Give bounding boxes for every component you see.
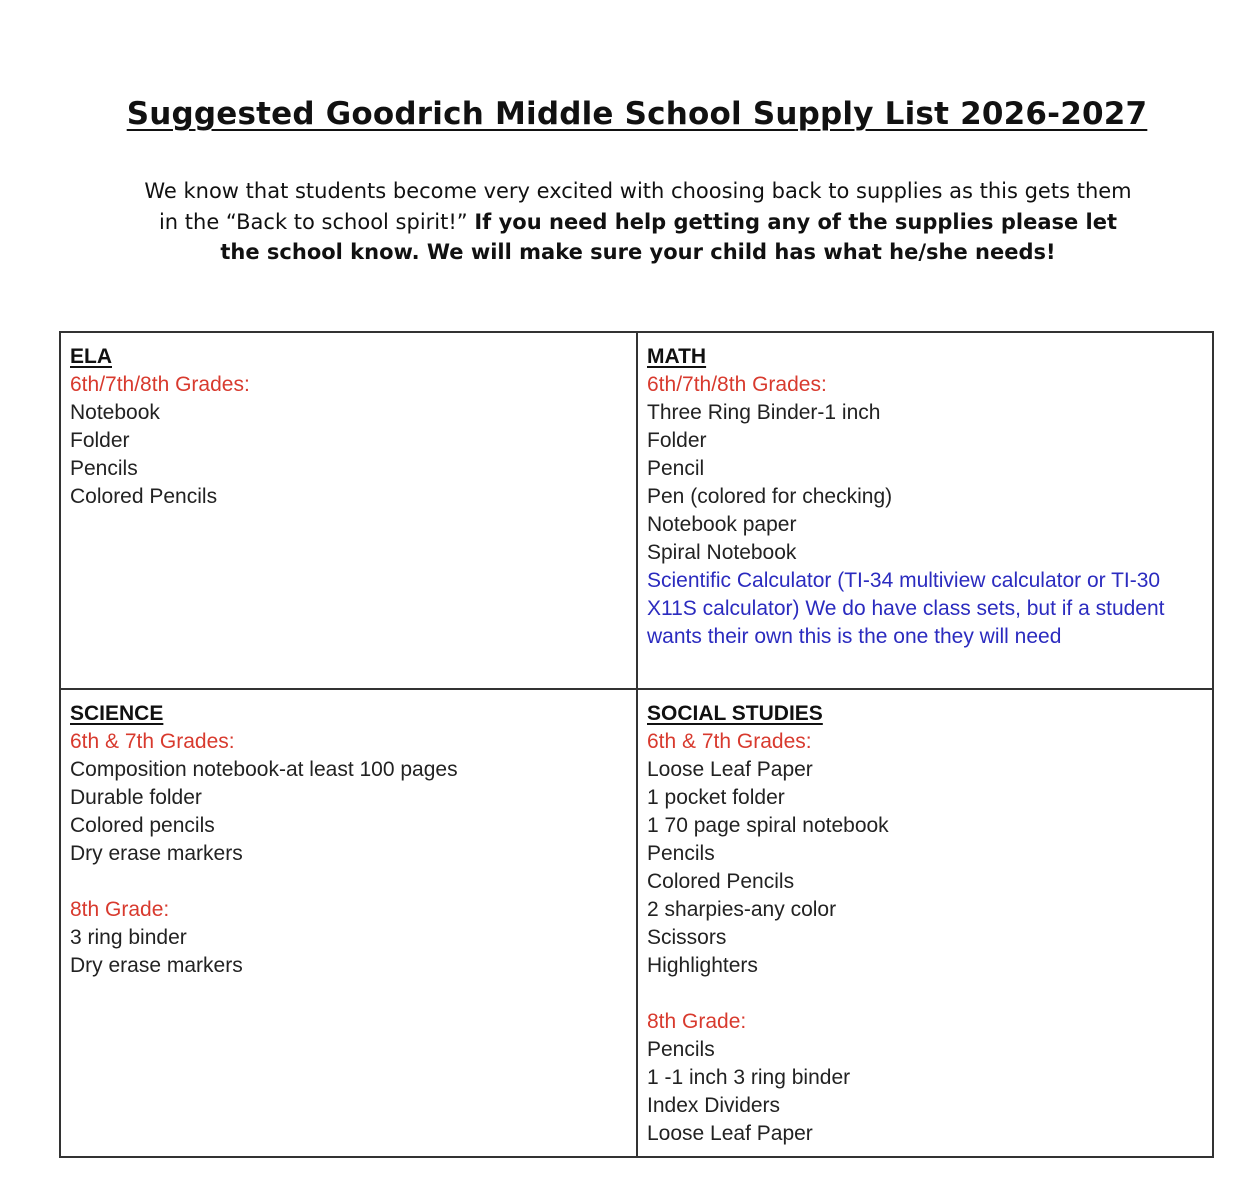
subject-heading-social-studies: SOCIAL STUDIES — [647, 702, 823, 725]
science-cell — [70, 700, 626, 980]
list-item: Highlighters — [647, 954, 758, 977]
grade-heading: 8th Grade: — [70, 898, 170, 921]
list-item: 1 pocket folder — [647, 786, 785, 809]
list-item: 1 70 page spiral notebook — [647, 814, 889, 837]
ela-cell — [70, 343, 626, 511]
list-item: Notebook — [70, 401, 160, 424]
list-item: Pencils — [647, 842, 715, 865]
list-item: Three Ring Binder-1 inch — [647, 401, 881, 424]
intro-text: We know that students become very excited with choosing back to supplies as this gets them in the “Back to school spirit!” — [144, 179, 1132, 234]
list-item: Colored pencils — [70, 814, 215, 837]
spacer — [647, 980, 1207, 1008]
grade-heading: 6th/7th/8th Grades: — [647, 373, 827, 396]
table-divider-horizontal — [59, 688, 1214, 690]
social-studies-cell — [647, 700, 1207, 1148]
list-item: Dry erase markers — [70, 842, 243, 865]
list-item: 1 -1 inch 3 ring binder — [647, 1066, 851, 1089]
list-item: Pencil — [647, 457, 705, 480]
list-item: 3 ring binder — [70, 926, 187, 949]
list-item: Folder — [70, 429, 130, 452]
subject-heading-ela: ELA — [70, 345, 112, 368]
grade-heading: 8th Grade: — [647, 1010, 747, 1033]
list-item: Pen (colored for checking) — [647, 485, 893, 508]
calculator-note: Scientific Calculator (TI-34 multiview calculator or TI-30 X11S calculator) We do have class sets, but if a student wants their own this is the one they will need — [647, 569, 1165, 648]
grade-heading: 6th & 7th Grades: — [70, 730, 235, 753]
list-item: Notebook paper — [647, 513, 797, 536]
list-item: Colored Pencils — [70, 485, 218, 508]
grade-heading: 6th & 7th Grades: — [647, 730, 812, 753]
list-item: Pencils — [647, 1038, 715, 1061]
list-item: Colored Pencils — [647, 870, 795, 893]
list-item: Loose Leaf Paper — [647, 758, 813, 781]
page-title: Suggested Goodrich Middle School Supply List 2026-2027 — [126, 96, 1148, 132]
list-item: Composition notebook-at least 100 pages — [70, 758, 458, 781]
intro-help-text: If you need help getting any of the supplies please let the school know. We will make sure your child has what he/she needs! — [220, 209, 1118, 264]
math-cell — [647, 343, 1207, 651]
list-item: Durable folder — [70, 786, 202, 809]
list-item: Loose Leaf Paper — [647, 1122, 813, 1145]
subject-heading-math: MATH — [647, 345, 707, 368]
subject-heading-science: SCIENCE — [70, 702, 164, 725]
spacer — [70, 868, 626, 896]
list-item: Pencils — [70, 457, 138, 480]
list-item: Spiral Notebook — [647, 541, 797, 564]
list-item: Index Dividers — [647, 1094, 781, 1117]
list-item: Scissors — [647, 926, 727, 949]
list-item: 2 sharpies-any color — [647, 898, 837, 921]
list-item: Dry erase markers — [70, 954, 243, 977]
intro-paragraph — [140, 176, 1136, 268]
grade-heading: 6th/7th/8th Grades: — [70, 373, 250, 396]
list-item: Folder — [647, 429, 707, 452]
table-divider-vertical — [636, 331, 638, 1158]
